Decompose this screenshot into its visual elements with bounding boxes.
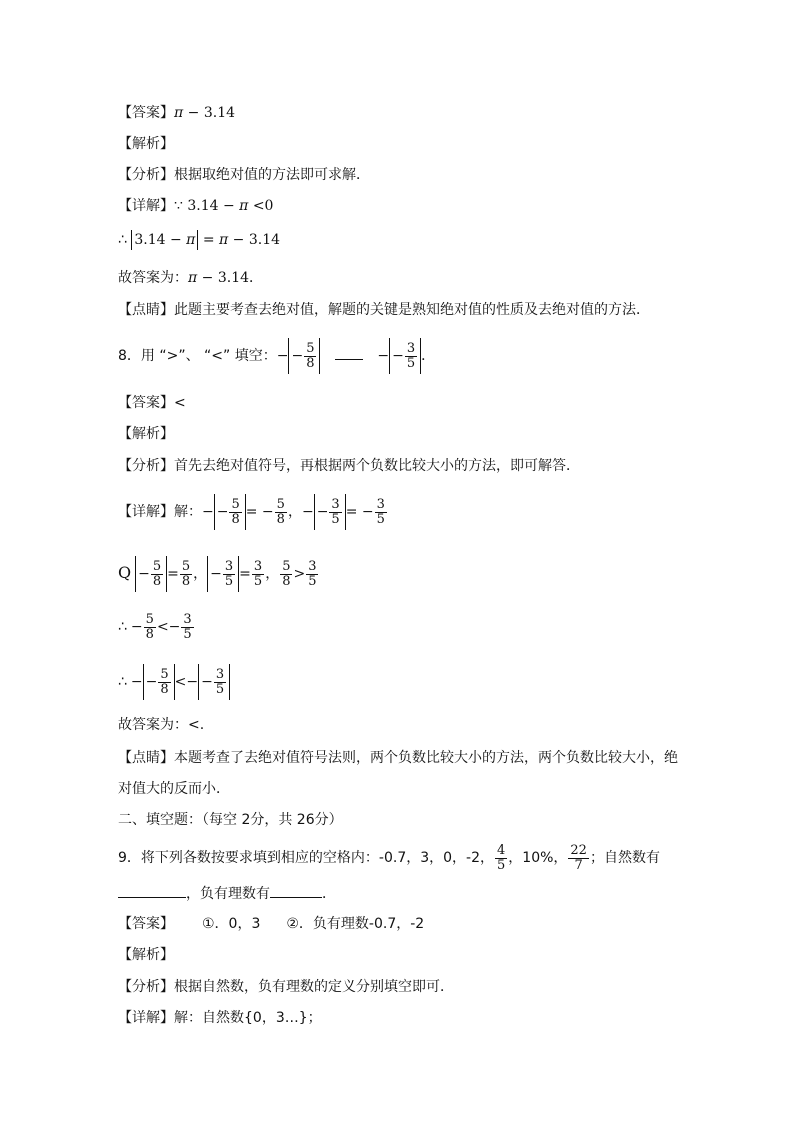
question-text: ，负有理数有 [186,886,270,902]
math-text: <0 [248,198,274,214]
denominator: 8 [231,511,240,527]
analysis-text: 【分析】根据自然数，负有理数的定义分别填空即可． [118,979,454,995]
analysis-heading [118,424,174,444]
numerator: 5 [160,666,169,682]
pi-symbol: π [219,232,229,248]
detail-label: 【详解】 [118,198,174,214]
answer-label: 【答案】 [118,916,174,932]
fraction [280,560,292,589]
math-text: − 3.14 [228,232,281,248]
question-text: ；自然数有 [589,850,660,866]
denominator: 5 [331,511,340,527]
fraction [229,498,241,527]
absolute-value [135,556,167,592]
fraction [151,560,163,589]
fraction [568,844,589,873]
absolute-value [198,664,230,700]
numerator: 5 [276,496,285,512]
analysis-label: 【解析】 [118,136,174,152]
fraction [158,668,170,697]
pi-symbol: π [239,198,249,214]
fraction [275,498,287,527]
minus-sign: − [130,619,143,635]
analysis-heading [118,134,174,154]
minus-sign: − [202,504,214,520]
numerator: 5 [145,611,154,627]
denominator: 8 [306,355,315,371]
period: ． [249,270,264,286]
natural-number-blank[interactable] [118,897,186,898]
comment-line-continued [118,779,230,799]
denominator: 5 [497,857,506,873]
numerator: 22 [570,842,587,858]
denominator: 8 [276,511,285,527]
math-text: <− [156,619,181,635]
absolute-value [214,494,246,530]
analysis-label: 【解析】 [118,426,174,442]
minus-sign: − [392,348,404,364]
denominator: 7 [574,857,583,873]
minus-sign: − [210,566,222,582]
fraction [495,844,507,873]
numerator: 5 [231,496,240,512]
numerator: 3 [308,558,317,574]
answer-text: 【答案】< [118,395,186,411]
denominator: 8 [160,681,169,697]
pi-symbol: π [186,232,196,248]
period: ． [322,886,336,902]
therefore-line [118,230,280,250]
numerator: 3 [215,666,225,682]
math-text: = − [345,504,374,520]
math-text: 3.14 − [134,232,187,248]
numerator: 3 [376,496,385,512]
denominator: 8 [152,573,162,589]
fraction [306,560,318,589]
fraction [214,668,226,697]
question-9 [118,838,660,878]
denominator: 5 [215,681,225,697]
fraction [252,560,264,589]
because-line [118,555,319,592]
numerator: 3 [331,496,340,512]
question-9-blanks [118,884,336,904]
analysis-line [118,977,454,997]
numerator: 3 [183,611,192,627]
minus-sign: − [145,674,158,690]
detail-line [118,494,388,530]
numerator: 3 [253,558,263,574]
analysis-text: 【分析】首先去绝对值符号，再根据两个负数比较大小的方法，即可解答． [118,458,580,474]
absolute-value [314,494,346,530]
answer-line [118,103,235,123]
denominator: 5 [224,573,234,589]
minus-sign: − [276,348,289,364]
answer-blank[interactable] [335,359,363,360]
numerator: 5 [282,558,291,574]
fraction [181,613,193,642]
minus-sign: − [301,504,314,520]
comment-text: 【点睛】本题考查了去绝对值符号法则，两个负数比较大小的方法，两个负数比较大小，绝 [118,750,678,766]
comment-line [118,748,678,768]
denominator: 8 [181,573,191,589]
denominator: 8 [145,626,154,642]
minus-sign: − [291,348,304,364]
math-text: = [239,566,251,582]
numerator: 3 [224,558,234,574]
math-text: − 3.14 [183,105,236,121]
analysis-line [118,456,580,476]
minus-sign: − [216,504,229,520]
absolute-value [143,664,175,700]
question-text: ，10%， [508,850,568,866]
detail-label: 【详解】解： [118,504,202,520]
minus-sign: − [201,674,213,690]
fraction [144,613,156,642]
numerator: 4 [497,842,506,858]
denominator: 5 [406,355,416,371]
analysis-text: 【分析】根据取绝对值的方法即可求解． [118,167,370,183]
fraction [405,342,417,371]
numerator: 5 [181,558,191,574]
math-text: ∵ 3.14 − [174,198,240,214]
math-text: = [167,566,179,582]
answer-item: ②．负有理数-0.7，-2 [286,916,425,932]
fraction [180,560,192,589]
question-8 [118,338,435,374]
numerator: 5 [152,558,162,574]
math-text: = − [245,504,274,520]
absolute-value [389,338,421,374]
pi-symbol: π [174,105,184,121]
conclusion-line [118,715,204,735]
comment-line [118,300,650,320]
comment-text: 【点睛】此题主要考查去绝对值，解题的关键是熟知绝对值的性质及去绝对值的方法． [118,302,650,318]
therefore-symbol: ∴ [118,674,127,690]
comment-text: 对值大的反而小． [118,781,230,797]
section-title: 二、填空题：（每空 2分，共 26分） [118,812,343,828]
fraction [304,342,316,371]
detail-line [118,196,273,216]
math-text: − 3.14 [197,270,250,286]
section-heading [118,810,343,830]
negative-rational-blank[interactable] [270,897,322,898]
conclusion-line [118,268,263,288]
fraction [223,560,235,589]
comma: ， [265,566,280,582]
answer-item: ①．0，3 [202,916,261,932]
denominator: 5 [308,573,317,589]
therefore-line [118,664,230,700]
math-text: > [293,566,306,582]
question-text: 8．用 “>”、 “<” 填空： [118,348,277,364]
math-text: <− [174,674,199,690]
therefore-symbol: ∴ [118,232,132,248]
numerator: 3 [406,340,416,356]
denominator: 5 [376,511,385,527]
denominator: 5 [183,626,192,642]
fraction [375,498,387,527]
absolute-value [288,338,320,374]
denominator: 5 [253,573,263,589]
question-text: 9．将下列各数按要求填到相应的空格内：-0.7，3，0，-2， [118,850,494,866]
answer-line [118,914,424,934]
detail-line [118,1008,322,1028]
detail-text: 【详解】解：自然数{0，3…}； [118,1010,322,1026]
math-text: = [198,232,220,248]
conclusion-text: 故答案为： [118,270,188,286]
comma: ， [287,504,302,520]
pi-symbol: π [188,270,198,286]
absolute-value [207,556,239,592]
minus-sign: − [138,566,150,582]
fraction [329,498,341,527]
minus-sign: − [316,504,329,520]
absolute-value [131,230,198,250]
because-symbol: Q [118,563,132,582]
comma: ， [193,566,208,582]
minus-sign: − [377,348,390,364]
numerator: 5 [306,340,315,356]
answer-line [118,393,186,413]
analysis-line [118,165,370,185]
denominator: 8 [282,573,291,589]
period: ． [421,348,436,364]
analysis-label: 【解析】 [118,947,174,963]
conclusion-text: 故答案为：<. [118,717,205,733]
therefore-line [118,609,195,645]
therefore-symbol: ∴ [118,619,127,635]
analysis-heading [118,945,174,965]
minus-sign: − [130,674,143,690]
answer-label: 【答案】 [118,105,174,121]
